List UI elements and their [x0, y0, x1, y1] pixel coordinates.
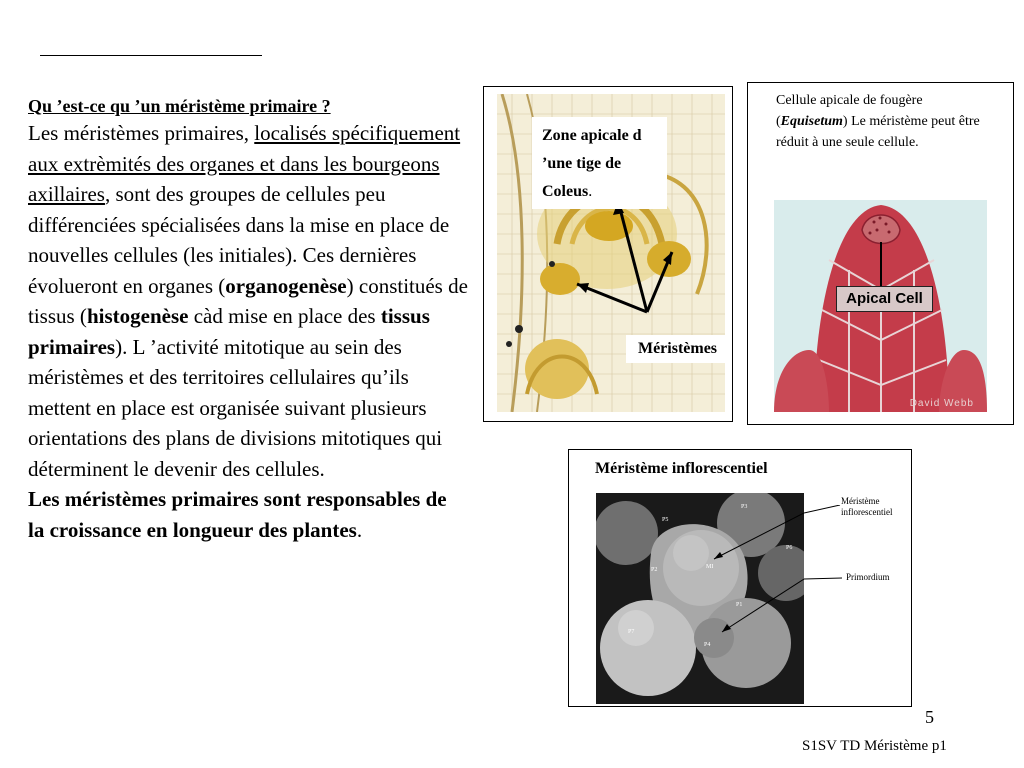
text-run: , sont des groupes de cellules peu différenciées spécialisées dans la mise en place de nouvelles cellules (les initiales). Ces dernières évolueront en organes (: [28, 182, 450, 298]
main-text-block: [28, 95, 468, 545]
label-primordium: Primordium: [846, 572, 890, 582]
text-run: .: [356, 517, 363, 542]
species-name: Equisetum: [780, 114, 843, 129]
inflorescence-figure: [568, 449, 912, 707]
sem-label: P6: [786, 545, 793, 551]
text-run: ) constitués de tissus (: [28, 273, 468, 328]
term-organogenese: organogenèse: [225, 273, 347, 298]
text-run: Les méristèmes primaires,: [28, 121, 255, 145]
footer-course: S1SV TD Méristème p1: [802, 738, 947, 754]
sem-micrograph: [596, 493, 804, 704]
fern-caption: [776, 90, 986, 153]
question-title: Qu ’est-ce qu ’un méristème primaire ?: [28, 96, 331, 116]
sem-label: P5: [662, 517, 669, 523]
text-run: ). L ’activité mitotique au sein des méristèmes et des territoires cellulaires qu’ils mettent en place est organisée suivant plusieurs orientations des plans de divisions mitotiques qui déterminent le devenir des cellules.: [28, 334, 443, 481]
definition-paragraph: [28, 118, 468, 484]
underlined-location: localisés spécifiquement aux extrèmités des organes et dans les bourgeons axillaires: [28, 121, 461, 206]
caption-text: ) Le méristème peut être réduit à une seule cellule.: [776, 114, 980, 150]
top-rule: [40, 55, 262, 56]
sem-label: MI: [706, 564, 714, 570]
sem-label: P7: [628, 629, 635, 635]
term-tissus-primaires: tissus primaires: [28, 304, 430, 359]
text-run: càd mise en place des: [188, 304, 381, 328]
term-histogenese: histogenèse: [86, 304, 189, 328]
sem-label: P3: [741, 504, 748, 510]
sem-label: P2: [651, 567, 658, 573]
sem-label: P1: [736, 602, 743, 608]
meristemes-label: Méristèmes: [626, 335, 729, 363]
fern-figure: [747, 82, 1014, 425]
zone-label-dot: .: [588, 183, 593, 200]
page-number: 5: [925, 707, 934, 727]
apical-cell-label: Apical Cell: [836, 286, 933, 312]
coleus-figure: [483, 86, 733, 422]
apical-cell-micrograph: [774, 200, 987, 412]
caption-text: Cellule apicale de fougère (: [776, 93, 923, 129]
callout-lines: [804, 505, 844, 595]
conclusion-paragraph: [28, 484, 468, 545]
zone-label-text: Zone apicale d ’une tige de Coleus: [542, 127, 642, 200]
sem-label: P4: [704, 642, 711, 648]
zone-apicale-label: [532, 117, 667, 209]
label-meristeme-inflorescentiel: Méristème inflorescentiel: [841, 496, 893, 517]
inflorescence-title: Méristème inflorescentiel: [595, 460, 768, 477]
photo-credit: David Webb: [909, 398, 974, 409]
conclusion-bold: Les méristèmes primaires sont responsables de la croissance en longueur des plantes: [28, 487, 447, 542]
